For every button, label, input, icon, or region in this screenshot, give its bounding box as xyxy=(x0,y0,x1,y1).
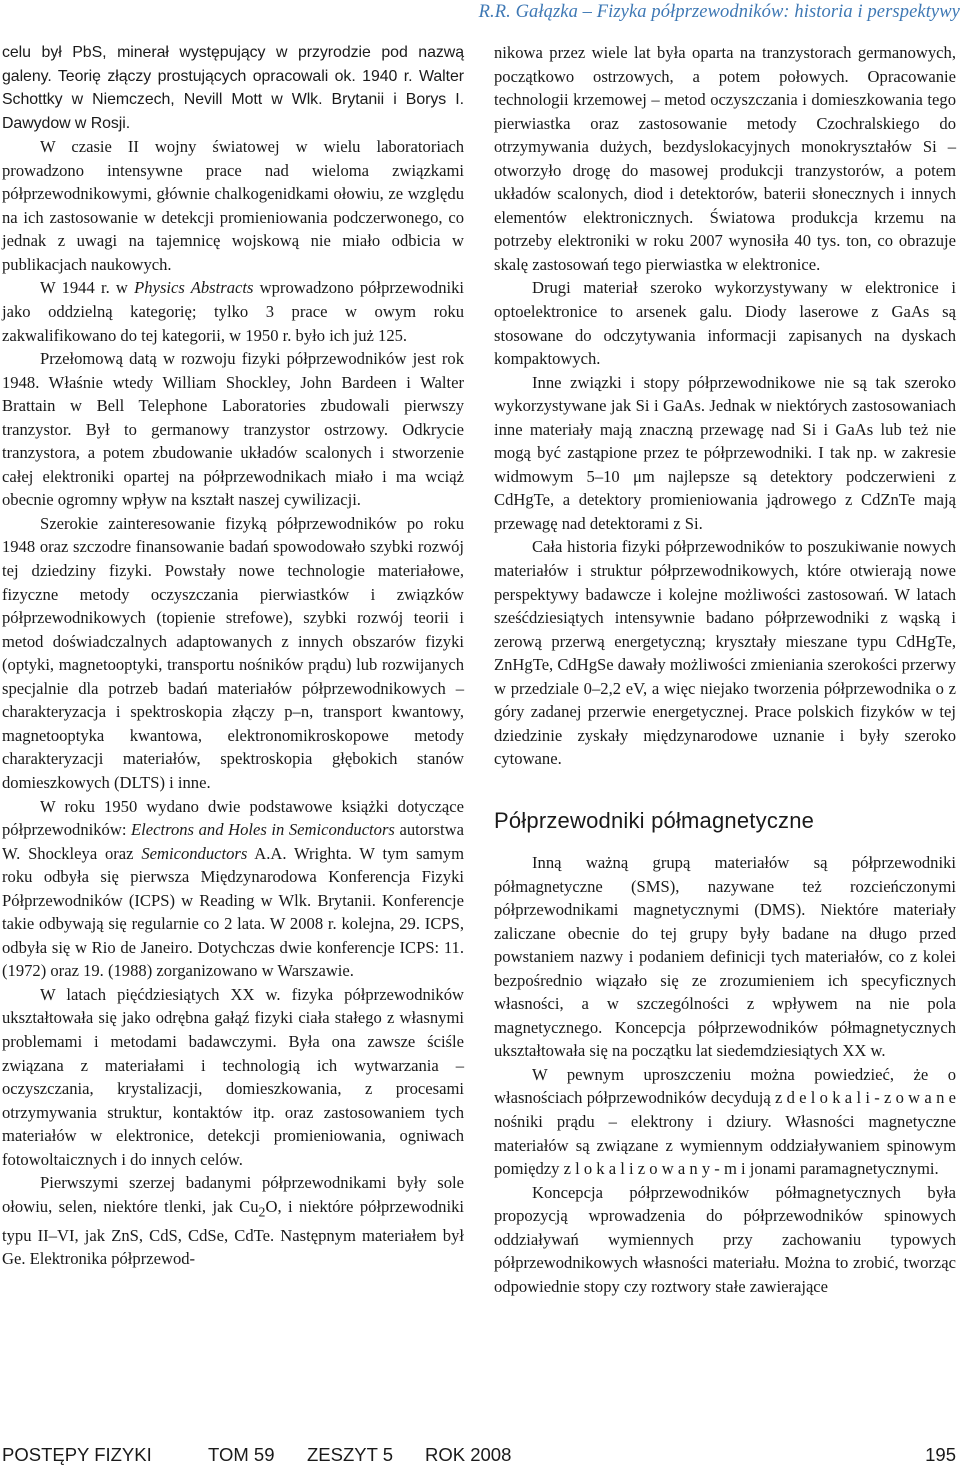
paragraph: W pewnym uproszczeniu można powiedzieć, że o własnościach półprzewodników decydują z d e l o k a l i - z o w a n e nośniki prądu – elektrony i dziury. Własności magnetyczne materiałów są związane z wymiennym oddziaływaniem spinowym pomiędzy z l o k a l i z o w a n y - m i jonami paramagnetycznymi. xyxy=(494,1064,956,1179)
journal-name: POSTĘPY FIZYKI xyxy=(2,1444,152,1465)
paragraph-text: Pierwszymi szerzej badanymi półprzewodnikami były sole ołowiu, selen, niektóre tlenki, jak Cu xyxy=(2,1173,464,1216)
paragraph: Przełomową datą w rozwoju fizyki półprzewodników jest rok 1948. Właśnie wtedy William Shockley, John Bardeen i Walter Brattain w Bell Telephone Laboratories zbudowali pierwszy tranzystor. Był to germanowy tranzystor ostrzowy. Odkrycie tranzystora, a potem zbudowanie układów scalonych i stworzenie całej elektroniki opartej na półprzewodnikach miało i ma wciąż obecnie ogromny wpływ na kształt naszej cywilizacji. xyxy=(2,349,464,510)
paragraph: Koncepcja półprzewodników półmagnetycznych była propozycją wprowadzenia do półprzewodników spinowych oddziaływań wymiennych przy zachowaniu typowych półprzewodnikowych własności materiału. Można to zrobić, tworząc odpowiednie stopy czy roztwory stałe zawierające xyxy=(494,1182,956,1296)
paragraph: Drugi materiał szeroko wykorzystywany w elektronice i optoelektronice to arsenek galu. Diody laserowe z GaAs są stosowane do odczytywania informacji zapisanych na dyskach kompaktowych. xyxy=(494,278,956,369)
left-column xyxy=(2,41,464,1271)
right-column xyxy=(494,41,956,1298)
page-number: 195 xyxy=(925,1444,956,1465)
paragraph-text: wprowadzono półprzewodniki jako oddzielną kategorię; tylko 3 prace w owym roku zakwalifikowano do tej kategorii, w 1950 r. było ich już 125. xyxy=(2,278,465,345)
paragraph xyxy=(2,276,464,347)
paragraph: Inne związki i stopy półprzewodnikowe nie są tak szeroko wykorzystywane jak Si i GaAs. Jednak w niektórych zastosowaniach inne materiały mają znaczną przewagę nad Si i GaAs lub też nie mogą być zastąpione przez te półprzewodniki. I tak np. w zakresie widmowym 5–10 μm najlepsze są detektory podczerwieni z CdHgTe, a detektory promieniowania jądrowego z CdZnTe mają przewagę nad detektorami z Si. xyxy=(494,372,956,533)
paragraph: Szerokie zainteresowanie fizyką półprzewodników po roku 1948 oraz szczodre finansowanie badań spowodowało szybki rozwój tej dziedziny fizyki. Powstały nowe technologie materiałowe, fizyczne metody oczyszczania pierwiastków i związków półprzewodnikowych (topienie strefowe), szybki rozwój teorii i metod doświadczalnych adaptowanych z innych obszarów fizyki (optyki, magnetooptyki, transportu nośników prądu) lub rozwijanych specjalnie dla potrzeb badań materiałów półprzewodnikowych – charakteryzacja i spektroskopia złączy p–n, transport kwantowy, magnetooptyka kwantowa, elektronomikroskopowe metody charakteryzacji materiałów, spektroskopia głębokich stanów domieszkowych (DLTS) i inne. xyxy=(2,513,464,792)
section-heading: Półprzewodniki półmagnetyczne xyxy=(494,807,815,833)
paragraph-text: W roku 1950 wydano dwie podstawowe książki dotyczące półprzewodników: xyxy=(2,796,464,840)
paragraph: Cała historia fizyki półprzewodników to poszukiwanie nowych materiałów i struktur półprzewodnikowych, które otwierają nowe perspektywy badawcze i kolejne możliwości zastosowań. W latach sześćdziesiątych intensywnie badano półprzewodniki z wąską i zerową przerwą energetyczną; kryształy mieszane typu CdHgTe, ZnHgTe, CdHgSe dawały możliwości zmieniania szerokości przerwy w przedziale 0–2,2 eV, a więc niejako tworzenia półprzewodnika o z góry zadanej przerwie energetycznej. Prace polskich fizyków w tej dziedzinie zyskały międzynarodowe uznanie i były szeroko cytowane. xyxy=(494,537,956,769)
book-title: Electrons and Holes in Semiconductors xyxy=(131,820,395,840)
paragraph: nikowa przez wiele lat była oparta na tranzystorach germanowych, początkowo ostrzowych, a potem połowych. Opracowanie technologii krzemowej – metod oczyszczania i domieszkowania tego pierwiastka oraz zastosowanie metody Czochralskiego do otrzymywania dużych, bezdyslokacyjnych monokryształów Si – otworzyło drogę do masowej produkcji tranzystorów, a potem układów scalonych, diod i detektorów, baterii słonecznych i innych elementów elektronicznych. Światowa produkcja krzemu na potrzeby elektroniki w roku 2007 wynosiła 40 tys. ton, co obrazuje skalę zastosowań tego pierwiastka w elektronice. xyxy=(494,43,956,274)
paragraph-text: autorstwa W. Shockleya oraz xyxy=(2,820,464,863)
page-footer xyxy=(2,1444,958,1470)
paragraph: W latach pięćdziesiątych XX w. fizyka półprzewodników ukształtowała się jako odrębna gałąź fizyki ciała stałego z własnymi problemami i metodami badawczymi. Była ona zawsze ściśle związana z materiałami i technologią ich wytwarzania – oczyszczania, krystalizacji, domieszkowania, z procesami otrzymywania struktur, kontaktów itp. oraz zastosowaniem tych materiałów w elektronice, detekcji promieniowania, ogniwach fotowoltaicznych i do innych celów. xyxy=(2,984,464,1169)
journal-title: Physics Abstracts xyxy=(134,278,254,298)
issue-label: ZESZYT 5 xyxy=(307,1444,394,1465)
paragraph xyxy=(2,1171,464,1271)
paragraph: W czasie II wojny światowej w wielu laboratoriach prowadzono intensywne prace nad wieloma związkami półprzewodnikowymi, głównie chalkogenidkami ołowiu, ze względu na ich zastosowanie w detekcji promieniowania podczerwonego, co jednak z uwagi na tajemnicę wojskową nie miało odbicia w publikacjach naukowych. xyxy=(2,137,464,274)
paragraph xyxy=(2,795,464,983)
paragraph: Inną ważną grupą materiałów są półprzewodniki półmagnetyczne (SMS), nazywane też rozcieńczonymi półprzewodnikami magnetycznymi (DMS). Niektóre materiały zaliczane obecnie do tej grupy były badane na długo przed powstaniem nazwy i podaniem definicji tych materiałów, co z kolei bezpośrednio wiązało się ze zrozumieniem ich specyficznych własności, a w szczególności z wpływem na nie pola magnetycznego. Koncepcja półprzewodników półmagnetycznych ukształtowała się na początku lat siedemdziesiątych XX w. xyxy=(494,852,956,1061)
paragraph-text: O, i niektóre półprzewodniki typu II–VI, jak ZnS, CdS, CdSe, CdTe. Następnym materiałem był Ge. Elektronika półprzewod- xyxy=(2,1196,464,1269)
book-title: Semiconductors xyxy=(141,843,248,863)
subscript: 2 xyxy=(258,1204,266,1220)
paragraph: celu był PbS, minerał występujący w przyrodzie pod nazwą galeny. Teorię złączy prostujących opracowali ok. 1940 r. Walter Schottky w Niemczech, Nevill Mott w Wlk. Brytanii i Borys I. Dawydow w Rosji. xyxy=(2,44,464,132)
paragraph-text: W 1944 r. w xyxy=(40,278,135,298)
year-label: ROK 2008 xyxy=(425,1444,512,1465)
volume-label: TOM 59 xyxy=(208,1444,275,1465)
running-head: R.R. Gałązka – Fizyka półprzewodników: historia i perspektywy xyxy=(478,2,960,22)
paragraph-text: A.A. Wrighta. W tym samym roku odbyła się pierwsza Międzynarodowa Konferencja Fizyki Półprzewodników (ICPS) w Reading w Wlk. Brytanii. Konferencje takie odbywają się regularnie co 2 lata. W 2008 r. kolejna, 29. ICPS, odbyła się w Rio de Janeiro. Dotychczas dwie konferencje ICPS: 11. (1972) oraz 19. (1988) zorganizowano w Warszawie. xyxy=(2,843,464,981)
